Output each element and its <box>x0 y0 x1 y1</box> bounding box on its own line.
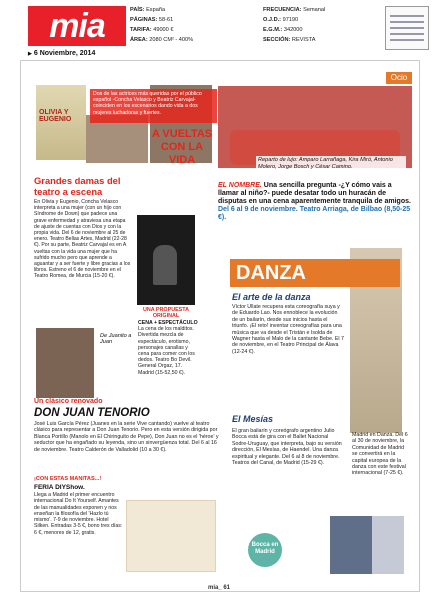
vueltas-title: A VUELTAS CON LA VIDA <box>151 128 213 166</box>
tenorio-tag: Un clásico renovado <box>34 398 103 405</box>
manitas-tag: ¡CON ESTAS MANITAS...! <box>34 476 102 482</box>
teatro-heading: Grandes damas del teatro a escena <box>34 175 121 197</box>
arte-danza-heading: El arte de la danza <box>232 292 311 302</box>
diy-illustration <box>126 500 216 572</box>
cena-body: La cena de los malditos. Divertida mezcla de espectáculo, erotismo, personajes canallas y cena para comer con los dedos. Teatro Bo Devil. General Orgaz, 17. Madrid (15-52,50 €). <box>138 326 195 376</box>
reparto-caption: Reparto de lujo: Amparo Larrañaga, Kira Miró, Antonio Molero, Jorge Bosch y César Camino. <box>256 156 406 171</box>
clipping-date: ▶ 6 Noviembre, 2014 <box>28 50 95 57</box>
danza-section-bar: DANZA <box>230 259 400 287</box>
page-footer: mia_ 61 <box>208 585 231 591</box>
arte-danza-body: Víctor Ullate recupera esta coreografía suya y de Eduardo Lao. Nos ennoblece la evolución de un bailarín, desde sus inicios hasta el triunfo. ¡El reto! inventar coreografías para una música que va desde el Tristán e Isolda de Wagner hasta el Malo de la cantante Bebe. El 7 de noviembre, en el Teatro Principal de Álava (12-24 €). <box>232 304 344 355</box>
cena-title: CENA + ESPECTÁCULO <box>138 320 198 326</box>
el-nombre-lead: EL NOMBRE. <box>218 182 262 189</box>
teatro-body: En Olivia y Eugenio, Concha Velasco interpreta a una mujer (con un hijo con Síndrome de Down) que padece una grave enfermedad y atraviesa una etapa de ajuste de cuentas con Dios y con la propia vida. Del 6 de noviembre al 25 de enero. Teatro Bellas Artes, Madrid (22-28 €). Por su parte, Beatriz Carvajal es en A vueltas con la vida una mujer que ha sufrido mucho pero que aprende a aguantar y a ser fuerte y libre gracias a los libros. Estreno el 6 de noviembre en el Teatro Romea, de Murcia (15-20 €). <box>34 199 131 280</box>
tenorio-actor-photo <box>36 328 94 398</box>
header-left-meta <box>130 5 193 45</box>
header-row: TARIFA: 49000 € <box>130 27 174 33</box>
header-row: E.G.M.: 342000 <box>263 27 303 33</box>
feria-heading: FERIA DIYShow. <box>34 484 85 491</box>
header-row: O.J.D.: 97190 <box>263 17 299 23</box>
teatro-banner: Dos de las actrices más queridas por el público español -Concha Velasco y Beatriz Carvajal- coinciden en los escenarios dando vida a dos mujeres luchadoras y fuertes. <box>90 89 217 123</box>
magazine-logo: mia <box>28 6 126 46</box>
mesias-body: El gran bailarín y coreógrafo argentino Julio Bocca está de gira con el Ballet Nacional Sodre-Uruguay, que interpreta, bajo su versión dirección, El Mesías, de Haendel. Una danza espiritual y elegante. Del 6 al 8 de noviembre. Teatros del Canal, de Madrid (15-29 €). <box>232 428 342 467</box>
header-row: ÁREA: 2080 CM² - 400% <box>130 37 194 43</box>
tenorio-body: José Luis García Pérez (Juanes en la serie Vive cantando) vuelve al teatro clásico para representar a Don Juan Tenorio. Pero en esta versión dirigida por Blanca Portillo (Manolo en El Chiringuito de Pepe), Don Juan no es el 'héroe' y seductor que ha engañado su leyenda, sino un sinvergüenza total. Del 6 al 16 de noviembre. Teatro Calderón de Valladolid (10 a 30 €). <box>34 421 219 453</box>
tenorio-heading: DON JUAN TENORIO <box>34 407 150 419</box>
page-thumbnail <box>385 6 429 50</box>
feria-body: Llega a Madrid el primer encuentro internacional Do It Yourself. Amantes de las manualidades exponen y nos enseñan la filosofía del 'Hazlo tú mismo'. 7-9 de noviembre. Hotel Silken. Entradas 3-5 €, bono tres días: 6 €, menores de 12, gratis. <box>34 492 123 536</box>
mesias-heading: El Mesías <box>232 414 274 424</box>
header-row: PÁGINAS: 58-61 <box>130 17 174 23</box>
ballet-poster <box>330 516 372 574</box>
header-right-meta <box>263 5 325 45</box>
ballet-poster-2 <box>372 516 404 574</box>
el-nombre-block <box>218 182 414 222</box>
de-juanito-badge: De Juanito a Juan <box>100 333 132 345</box>
olivia-eugenio-poster: OLIVIA Y EUGENIO <box>36 85 86 160</box>
cena-tag: UNA PROPUESTA ORIGINAL <box>142 307 190 319</box>
header-row: PAÍS: España <box>130 7 166 13</box>
madrid-danza-caption: Madrid en Danza. Del 6 al 30 de noviembre, la Comunidad de Madrid se convertirá en la capital europea de la danza con este festival internacional (7-25 €). <box>352 432 408 477</box>
cena-block <box>138 320 198 376</box>
cena-poster <box>137 215 195 305</box>
header-row: FRECUENCIA: Semanal <box>263 7 326 13</box>
header-row: SECCIÓN: REVISTA <box>263 37 316 43</box>
ocio-tag: Ocio <box>386 72 412 84</box>
el-nombre-text: Una sencilla pregunta -¿Y cómo vais a llamar al niño?- puede desatar todo un huracán de disputas en una cena aparentemente tranquila de amigos. <box>218 182 411 205</box>
bocca-badge: Bocca en Madrid <box>248 533 282 567</box>
el-nombre-dates: Del 6 al 9 de noviembre. Teatro Arriaga, de Bilbao (8,50-25 €). <box>218 206 411 221</box>
